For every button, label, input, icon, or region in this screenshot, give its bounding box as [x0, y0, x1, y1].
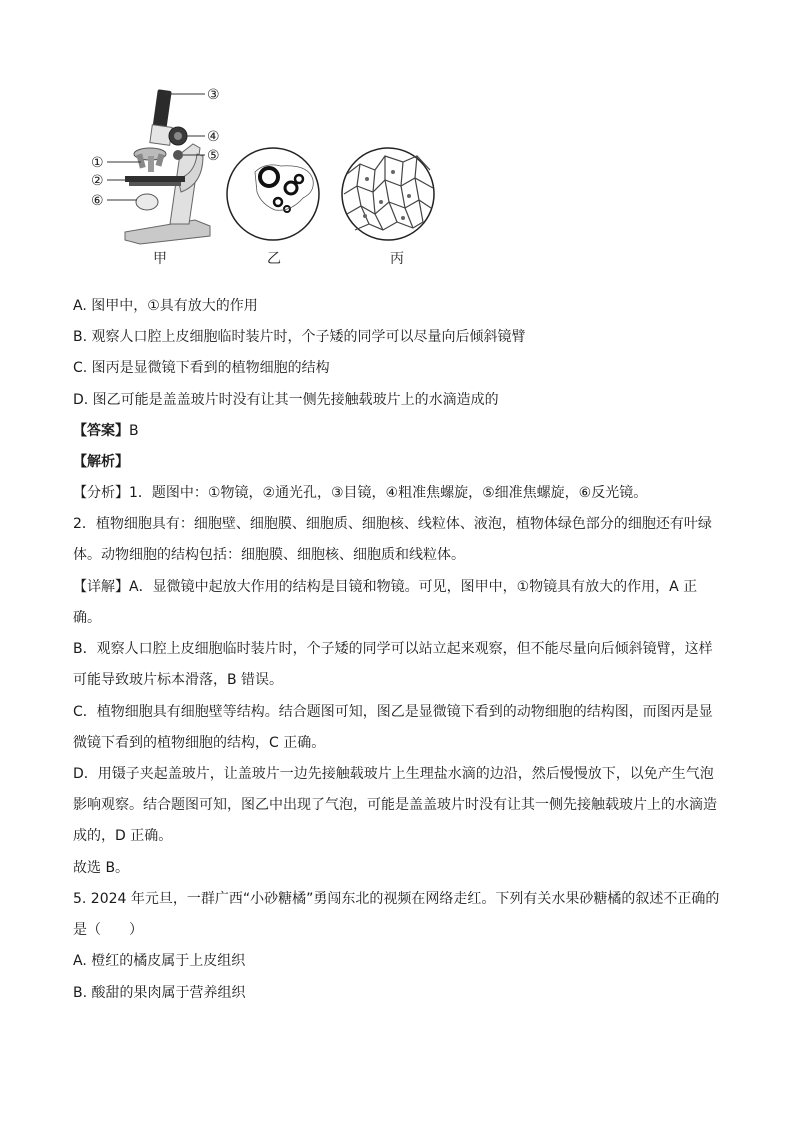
analysis-line: 确。 [73, 610, 101, 626]
question5-stem-line1: 5. 2024 年元旦，一群广西“小砂糖橘”勇闯东北的视频在网络走红。下列有关水果砂糖橘的叙述不正确的 [73, 891, 720, 907]
label-stage-aperture: ② [91, 173, 104, 189]
analysis-line: 微镜下看到的植物细胞的结构，C 正确。 [73, 735, 326, 751]
option-a: A. 图甲中，①具有放大的作用 [73, 298, 258, 314]
bubbles-view [227, 148, 319, 240]
option-c: C. 图丙是显微镜下看到的植物细胞的结构 [73, 360, 330, 376]
caption-jia: 甲 [153, 251, 167, 267]
microscope-drawing [107, 89, 210, 244]
analysis-tag: 【解析】 [73, 454, 129, 470]
analysis-line: 2．植物细胞具有：细胞壁、细胞膜、细胞质、细胞核、线粒体、液泡，植物体绿色部分的细胞还有叶绿 [73, 516, 712, 532]
answer-tag: 【答案】 [73, 423, 129, 439]
question5-option-a: A. 橙红的橘皮属于上皮组织 [73, 953, 246, 969]
analysis-line: 【详解】A．显微镜中起放大作用的结构是目镜和物镜。可见，图甲中，①物镜具有放大的作用，A 正 [73, 579, 698, 595]
answer-value: B [129, 423, 139, 439]
analysis-line: 可能导致玻片标本滑落，B 错误。 [73, 672, 284, 688]
label-fine-focus: ⑤ [207, 148, 220, 164]
label-objective: ① [91, 155, 104, 171]
analysis-line: 影响观察。结合题图可知，图乙中出现了气泡，可能是盖盖玻片时没有让其一侧先接触载玻片上的水滴造 [73, 797, 717, 813]
option-d: D. 图乙可能是盖盖玻片时没有让其一侧先接触载玻片上的水滴造成的 [73, 392, 499, 408]
caption-yi: 乙 [267, 251, 281, 267]
option-b: B. 观察人口腔上皮细胞临时装片时，个子矮的同学可以尽量向后倾斜镜臂 [73, 329, 526, 345]
plant-cells-view [342, 148, 434, 240]
analysis-line: 【分析】1．题图中：①物镜，②通光孔，③目镜，④粗准焦螺旋，⑤细准焦螺旋，⑥反光镜。 [73, 485, 648, 501]
analysis-line: C．植物细胞具有细胞壁等结构。结合题图可知，图乙是显微镜下看到的动物细胞的结构图，而图丙是显 [73, 704, 713, 720]
analysis-line: 成的，D 正确。 [73, 828, 173, 844]
answer-line [73, 422, 139, 440]
analysis-line: 故选 B。 [73, 860, 130, 876]
figure-microscope-cells [85, 84, 445, 269]
analysis-line: D．用镊子夹起盖玻片，让盖玻片一边先接触载玻片上生理盐水滴的边沿，然后慢慢放下，以免产生气泡 [73, 766, 714, 782]
analysis-line: 体。动物细胞的结构包括：细胞膜、细胞核、细胞质和线粒体。 [73, 547, 465, 563]
label-eyepiece: ③ [207, 87, 220, 103]
label-coarse-focus: ④ [207, 129, 220, 145]
question5-stem-line2: 是（ ） [73, 922, 143, 938]
figure-illustration [85, 84, 445, 269]
question5-option-b: B. 酸甜的果肉属于营养组织 [73, 985, 246, 1001]
caption-bing: 丙 [390, 251, 404, 267]
analysis-line: B．观察人口腔上皮细胞临时装片时，个子矮的同学可以站立起来观察，但不能尽量向后倾斜镜臂，这样 [73, 641, 713, 657]
label-mirror: ⑥ [91, 193, 104, 209]
